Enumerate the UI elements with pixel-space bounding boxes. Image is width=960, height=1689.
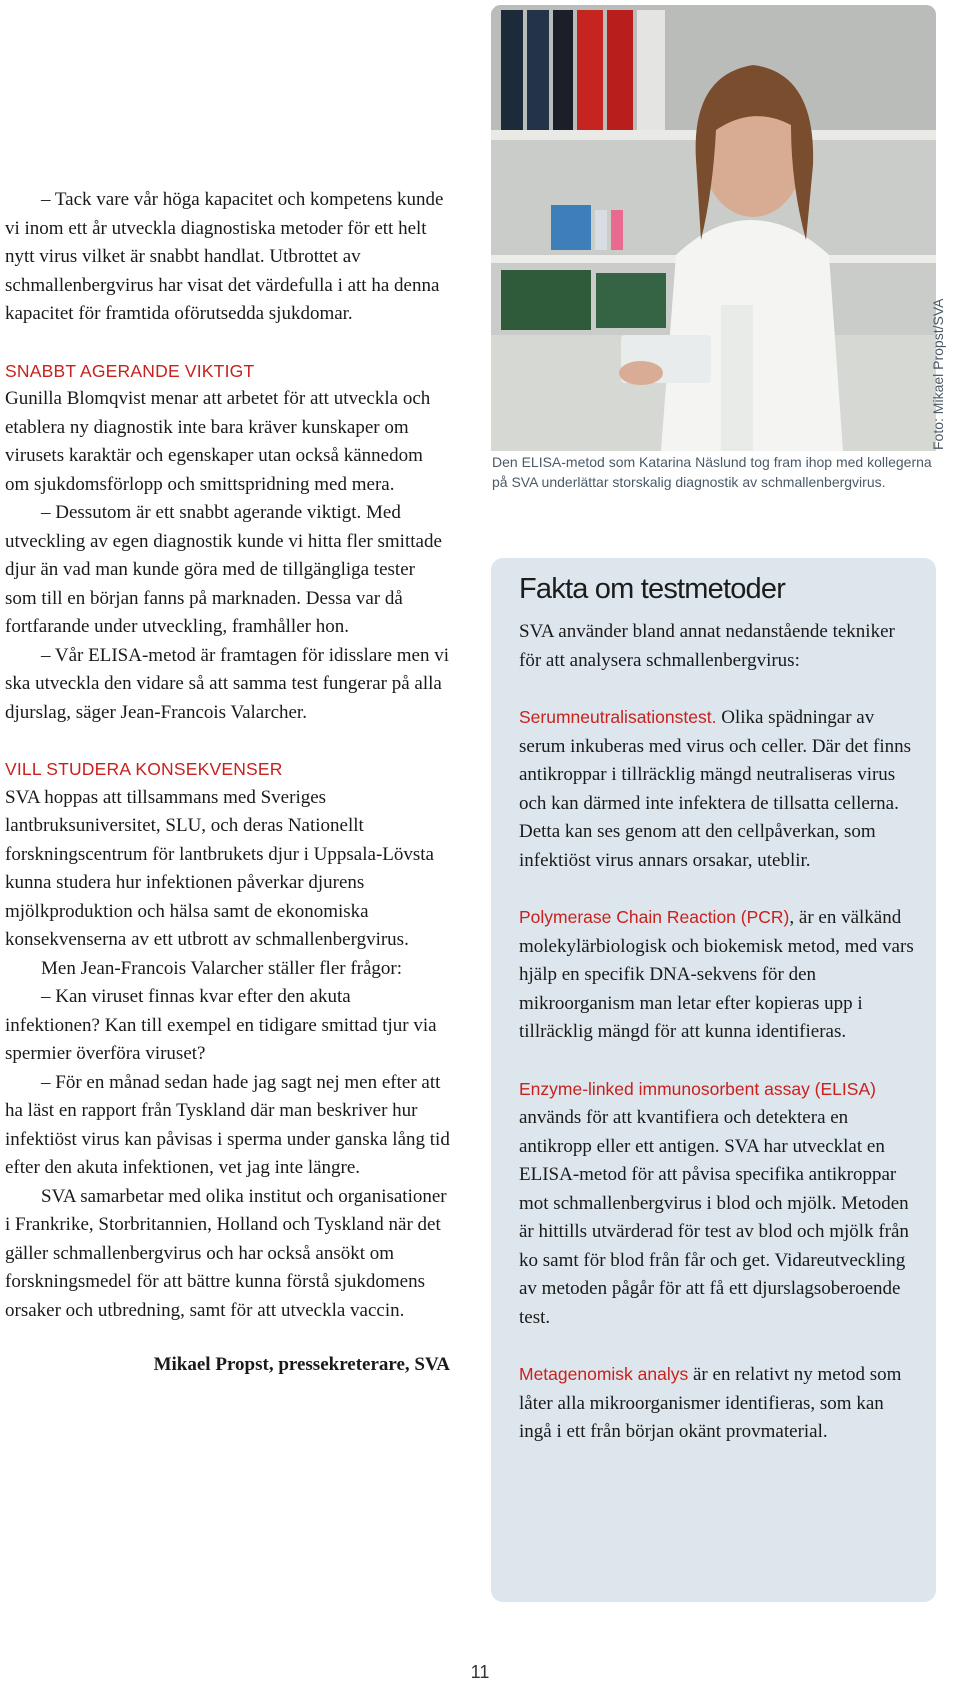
fact-item — [519, 1075, 916, 1333]
fact-item — [519, 703, 916, 875]
fact-box — [491, 558, 936, 1602]
fact-item — [519, 903, 916, 1047]
article-body — [5, 186, 450, 1380]
fact-text: , är en välkänd molekylärbiologisk och biokemisk metod, med vars hjälp en specifik DNA-sekvens för den mikroorganism man letar efter kopieras upp i tillräcklig mängd för att kunna identifieras. — [519, 907, 914, 1042]
fact-text: är en relativt ny metod som låter alla mikroorganismer identifieras, som kan ingå i ett från början okänt provmaterial. — [519, 1364, 902, 1442]
fact-text: används för att kvantifiera och detektera en antikropp eller ett antigen. SVA har utvecklat en ELISA-metod för att påvisa specifika antikroppar mot schmallenbergvirus i blod och mjölk. Metoden är hittills utvärderad för test av blod och mjölk från ko samt för blod från får och get. Vidareutveckling av metoden pågår för att få ett djurslagsoberoende test. — [519, 1107, 909, 1328]
page-number: 11 — [470, 1662, 490, 1682]
article-paragraph: – Tack vare vår höga kapacitet och kompetens kunde vi inom ett år utveckla diagnostiska metoder för ett helt nytt virus vilket är snabbt handlat. Utbrottet av schmallenbergvirus har visat det värdefulla i att ha denna kapacitet för framtida oförutsedda sjukdomar. — [5, 189, 444, 324]
fact-text: Olika spädningar av serum inkuberas med virus och celler. Där det finns antikroppar i tillräcklig mängd neutraliseras virus och kan därmed inte infektera de tillsatta cellerna. Detta kan ses genom att den cellpåverkan, som infektiöst virus annars orsakar, uteblir. — [519, 707, 912, 871]
fact-term: Polymerase Chain Reaction (PCR) — [519, 907, 790, 927]
article-paragraph: SVA samarbetar med olika institut och organisationer i Frankrike, Storbritannien, Holland och Tyskland när det gäller schmallenbergvirus och har också ansökt om forskningsmedel för att bättre kunna förstå sjukdomens orsaker och utbredning, samt för att utveckla vaccin. — [5, 1185, 447, 1321]
lab-photo — [491, 5, 936, 451]
fact-term: Metagenomisk analys — [519, 1364, 689, 1384]
fact-item — [519, 1360, 916, 1447]
article-signature: Mikael Propst, pressekreterare, SVA — [153, 1354, 450, 1375]
article-paragraph: SVA hoppas att tillsammans med Sveriges lantbruksuniversitet, SLU, och deras Nationellt forskningscentrum för lantbrukets djur i Uppsala-Lövsta kunna studera hur infektionen påverkar djurens mjölkproduktion och hälsa samt de ekonomiska konsekvenserna av ett utbrott av schmallenbergvirus. — [5, 786, 434, 950]
fact-term: Serumneutralisationstest. — [519, 707, 717, 727]
article-paragraph: – För en månad sedan hade jag sagt nej men efter att ha läst en rapport från Tyskland där man beskriver hur infektiöst virus kan påvisas i sperma under ganska lång tid efter den akuta infektionen, vet jag inte längre. — [5, 1071, 450, 1178]
article-paragraph: – Kan viruset finnas kvar efter den akuta infektionen? Kan till exempel en tidigare smittad tjur via spermier överföra viruset? — [5, 986, 437, 1064]
lab-photo-illustration — [491, 5, 936, 451]
fact-box-title: Fakta om testmetoder — [519, 573, 786, 605]
photo-credit: Foto: Mikael Propst/SVA — [930, 298, 946, 450]
article-paragraph: Men Jean-Francois Valarcher ställer fler frågor: — [41, 957, 403, 979]
article-paragraph: – Vår ELISA-metod är framtagen för idisslare men vi ska utveckla den vidare så att samma test fungerar på alla djurslag, säger Jean-Francois Valarcher. — [5, 644, 450, 723]
fact-box-intro: SVA använder bland annat nedanstående tekniker för att analysera schmallenbergvirus: — [519, 621, 895, 671]
article-paragraph: – Dessutom är ett snabbt agerande viktigt. Med utveckling av egen diagnostik kunde vi hitta fler smittade djur än vad man kunde göra med de tillgängliga tester som till en början fanns på marknaden. Dessa var då fortfarande under utveckling, framhåller hon. — [5, 502, 442, 637]
section-heading: VILL STUDERA KONSEKVENSER — [5, 759, 283, 779]
photo-caption: Den ELISA-metod som Katarina Näslund tog fram ihop med kollegerna på SVA underlättar storskalig diagnostik av schmallenbergvirus. — [492, 454, 932, 490]
fact-term: Enzyme-linked immunosorbent assay (ELISA) — [519, 1078, 876, 1099]
article-paragraph: Gunilla Blomqvist menar att arbetet för att utveckla och etablera ny diagnostik inte bara kräver kunskaper om virusets karaktär och egenskaper utan också kännedom om sjukdomsförlopp och smittspridning med mera. — [5, 388, 431, 495]
section-heading: SNABBT AGERANDE VIKTIGT — [5, 360, 255, 381]
